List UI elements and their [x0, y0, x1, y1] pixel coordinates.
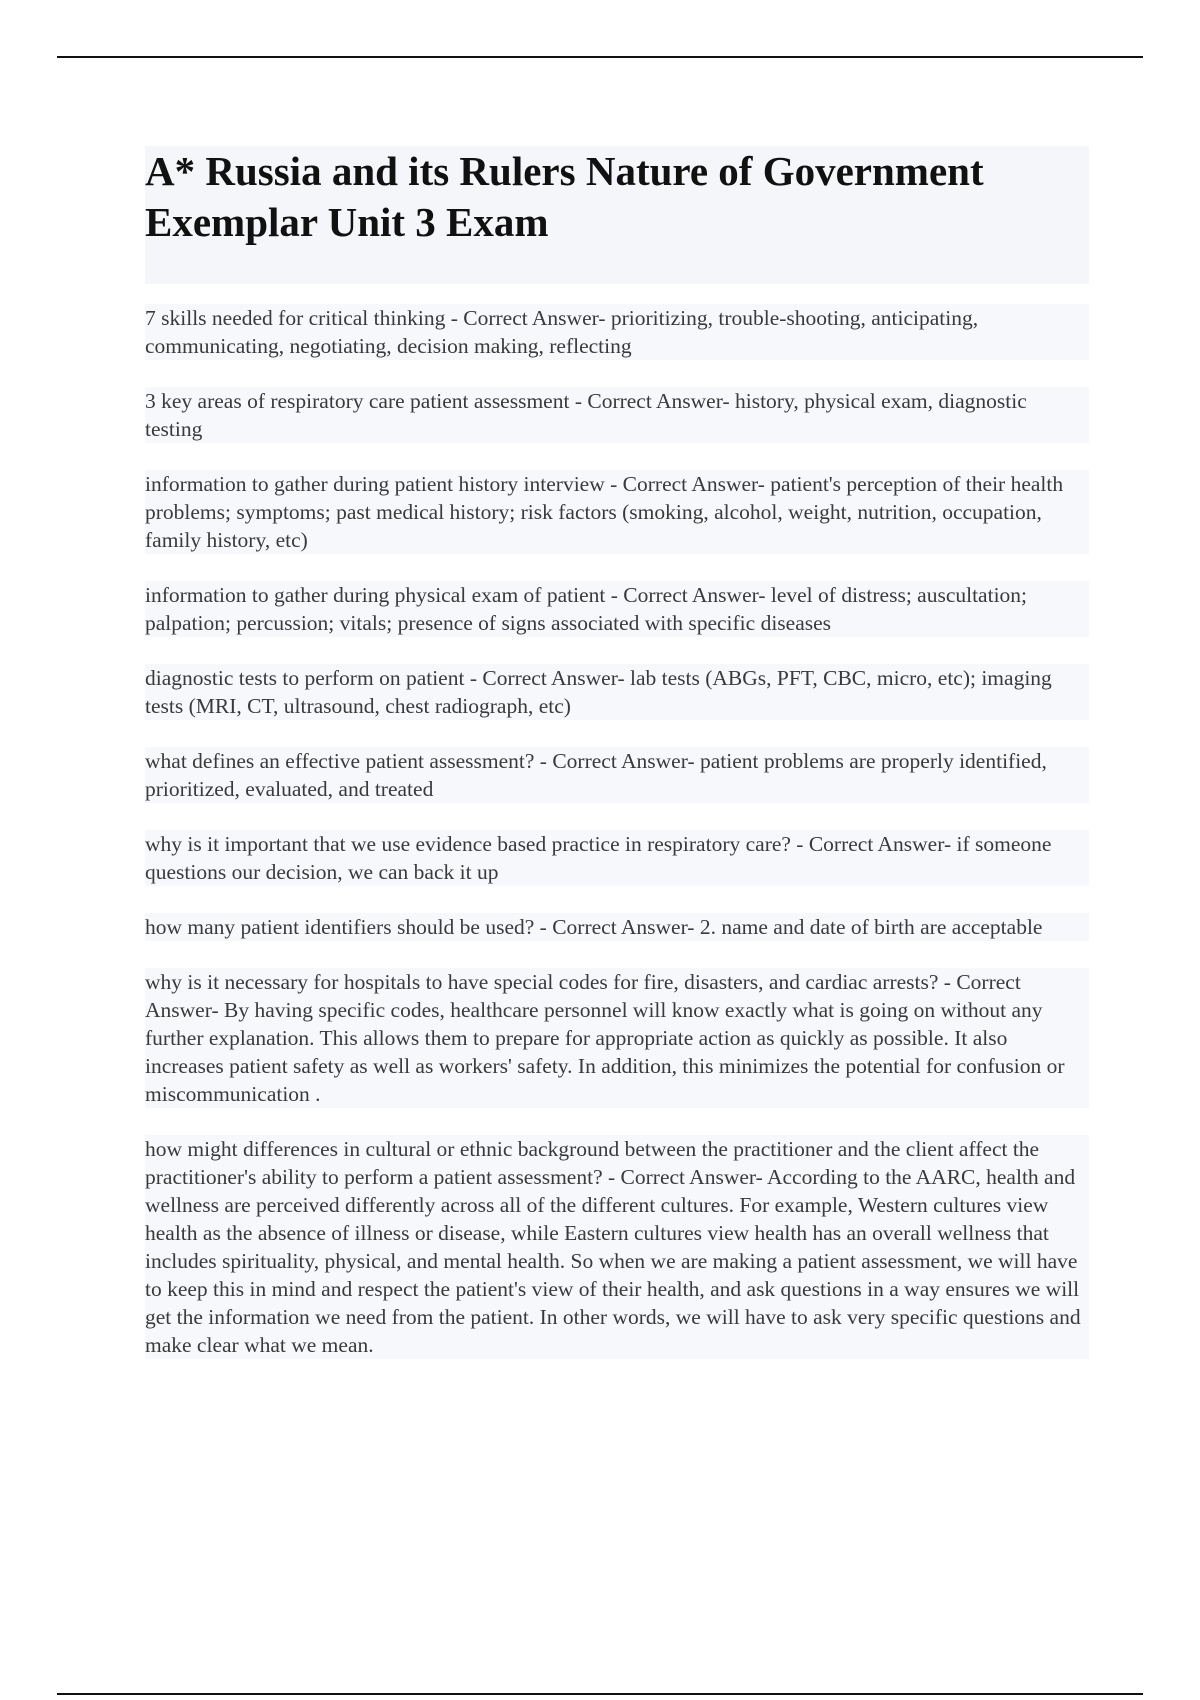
qa-entry: diagnostic tests to perform on patient - Correct Answer- lab tests (ABGs, PFT, CBC, micro, etc); imaging tests (MRI, CT, ultrasound, chest radiograph, etc)	[145, 664, 1089, 720]
qa-entry: why is it necessary for hospitals to have special codes for fire, disasters, and cardiac arrests? - Correct Answer- By having specific codes, healthcare personnel will know exactly what is going on without any further explanation. This allows them to prepare for appropriate action as quickly as possible. It also increases patient safety as well as workers' safety. In addition, this minimizes the potential for confusion or miscommunication .	[145, 968, 1089, 1108]
document-title: A* Russia and its Rulers Nature of Government Exemplar Unit 3 Exam	[145, 148, 984, 245]
bottom-divider	[57, 1693, 1143, 1695]
qa-entry: information to gather during patient history interview - Correct Answer- patient's perception of their health problems; symptoms; past medical history; risk factors (smoking, alcohol, weight, nutrition, occupation, family history, etc)	[145, 470, 1089, 554]
title-block	[145, 146, 1089, 284]
top-divider	[57, 56, 1143, 58]
qa-entry: what defines an effective patient assessment? - Correct Answer- patient problems are properly identified, prioritized, evaluated, and treated	[145, 747, 1089, 803]
document-body	[145, 146, 1089, 1386]
qa-entry: how many patient identifiers should be used? - Correct Answer- 2. name and date of birth are acceptable	[145, 913, 1089, 941]
qa-entry: 3 key areas of respiratory care patient assessment - Correct Answer- history, physical exam, diagnostic testing	[145, 387, 1089, 443]
qa-entry: how might differences in cultural or ethnic background between the practitioner and the client affect the practitioner's ability to perform a patient assessment? - Correct Answer- According to the AARC, health and wellness are perceived differently across all of the different cultures. For example, Western cultures view health as the absence of illness or disease, while Eastern cultures view health has an overall wellness that includes spirituality, physical, and mental health. So when we are making a patient assessment, we will have to keep this in mind and respect the patient's view of their health, and ask questions in a way ensures we will get the information we need from the patient. In other words, we will have to ask very specific questions and make clear what we mean.	[145, 1135, 1089, 1359]
qa-entry: 7 skills needed for critical thinking - Correct Answer- prioritizing, trouble-shooting, anticipating, communicating, negotiating, decision making, reflecting	[145, 304, 1089, 360]
qa-entry: information to gather during physical exam of patient - Correct Answer- level of distress; auscultation; palpation; percussion; vitals; presence of signs associated with specific diseases	[145, 581, 1089, 637]
qa-entry: why is it important that we use evidence based practice in respiratory care? - Correct Answer- if someone questions our decision, we can back it up	[145, 830, 1089, 886]
